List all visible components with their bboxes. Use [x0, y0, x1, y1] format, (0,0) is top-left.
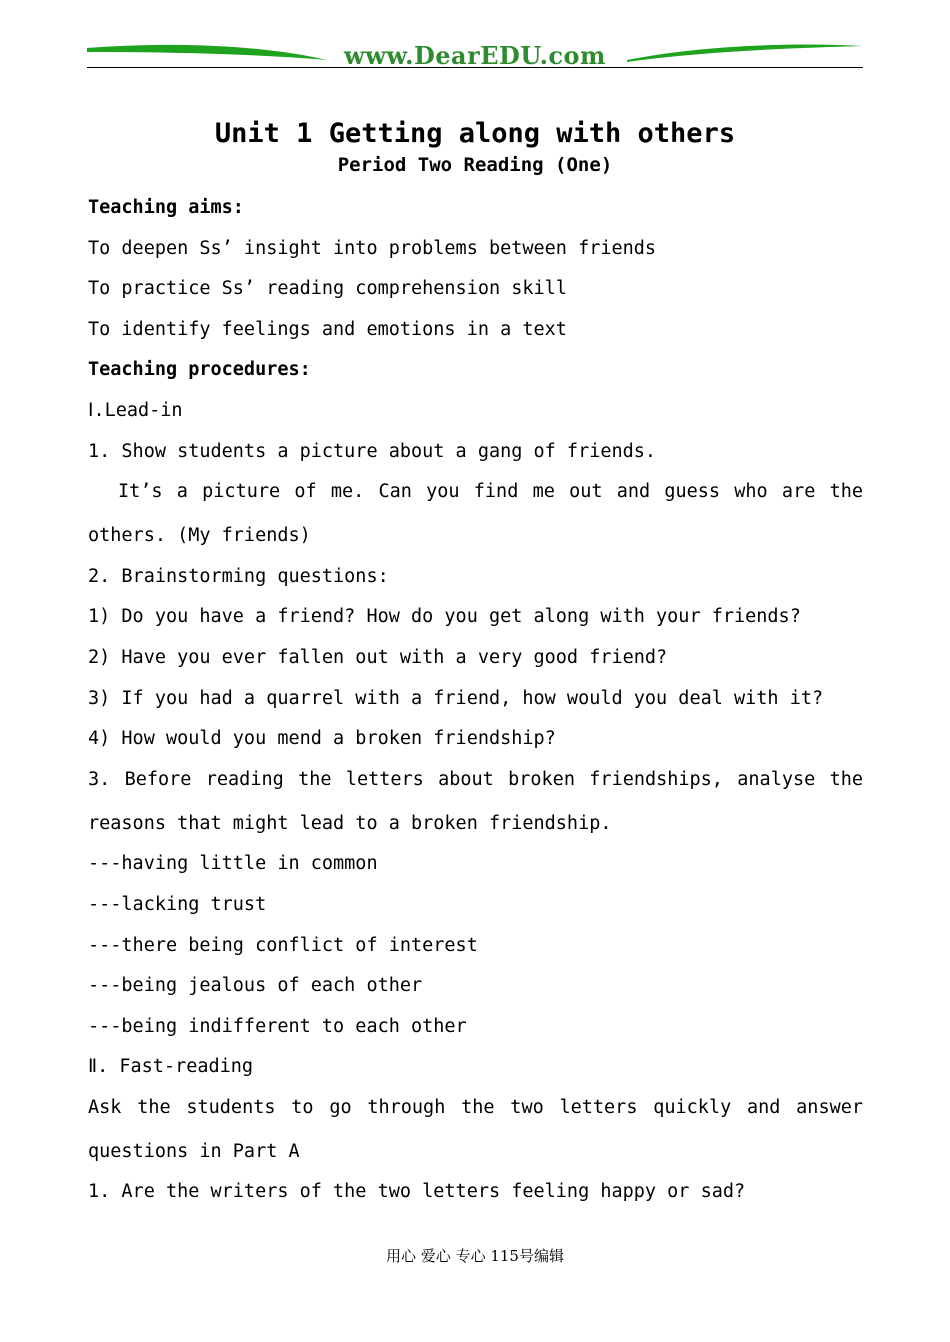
- reason-item: ---there being conflict of interest: [88, 934, 478, 956]
- reason-item: ---having little in common: [88, 853, 378, 875]
- document-subtitle: Period Two Reading (One): [337, 154, 613, 176]
- aim-item: To practice Ss’ reading comprehension skill: [88, 278, 567, 300]
- procedure-item: 3. Before reading the letters about broken friendships, analyse the: [88, 768, 863, 790]
- question-item: 1) Do you have a friend? How do you get along with your friends?: [88, 606, 801, 628]
- section-heading: Teaching procedures:: [88, 359, 311, 381]
- question-item: 2) Have you ever fallen out with a very good friend?: [88, 646, 668, 668]
- step-heading: Ⅱ. Fast-reading: [88, 1056, 254, 1078]
- reason-item: ---being jealous of each other: [88, 975, 423, 997]
- aim-item: To identify feelings and emotions in a text: [88, 318, 567, 340]
- step-heading: Ⅰ.Lead-in: [88, 399, 183, 421]
- page-footer: 用心 爱心 专心 115号编辑: [386, 1247, 564, 1265]
- document-title: Unit 1 Getting along with others: [214, 118, 736, 149]
- procedure-text: others. (My friends): [88, 525, 311, 547]
- procedure-text: Ask the students to go through the two letters quickly and answer: [88, 1096, 863, 1118]
- aim-item: To deepen Ss’ insight into problems between friends: [88, 237, 657, 259]
- site-url: www.DearEDU.com: [344, 41, 606, 70]
- question-item: 3) If you had a quarrel with a friend, how would you deal with it?: [88, 687, 824, 709]
- reason-item: ---being indifferent to each other: [88, 1015, 467, 1037]
- section-heading: Teaching aims:: [88, 197, 244, 218]
- reason-item: ---lacking trust: [88, 893, 267, 915]
- question-item: 4) How would you mend a broken friendship?: [88, 728, 556, 750]
- procedure-text: reasons that might lead to a broken friendship.: [88, 812, 612, 834]
- procedure-text: It’s a picture of me. Can you find me out and guess who are the: [118, 481, 863, 503]
- procedure-item: 2. Brainstorming questions:: [88, 565, 389, 587]
- procedure-item: 1. Show students a picture about a gang of friends.: [88, 440, 657, 462]
- question-item: 1. Are the writers of the two letters feeling happy or sad?: [88, 1181, 746, 1203]
- document-body: [88, 196, 863, 1221]
- header-rule: [87, 67, 863, 68]
- procedure-text: questions in Part A: [88, 1140, 300, 1162]
